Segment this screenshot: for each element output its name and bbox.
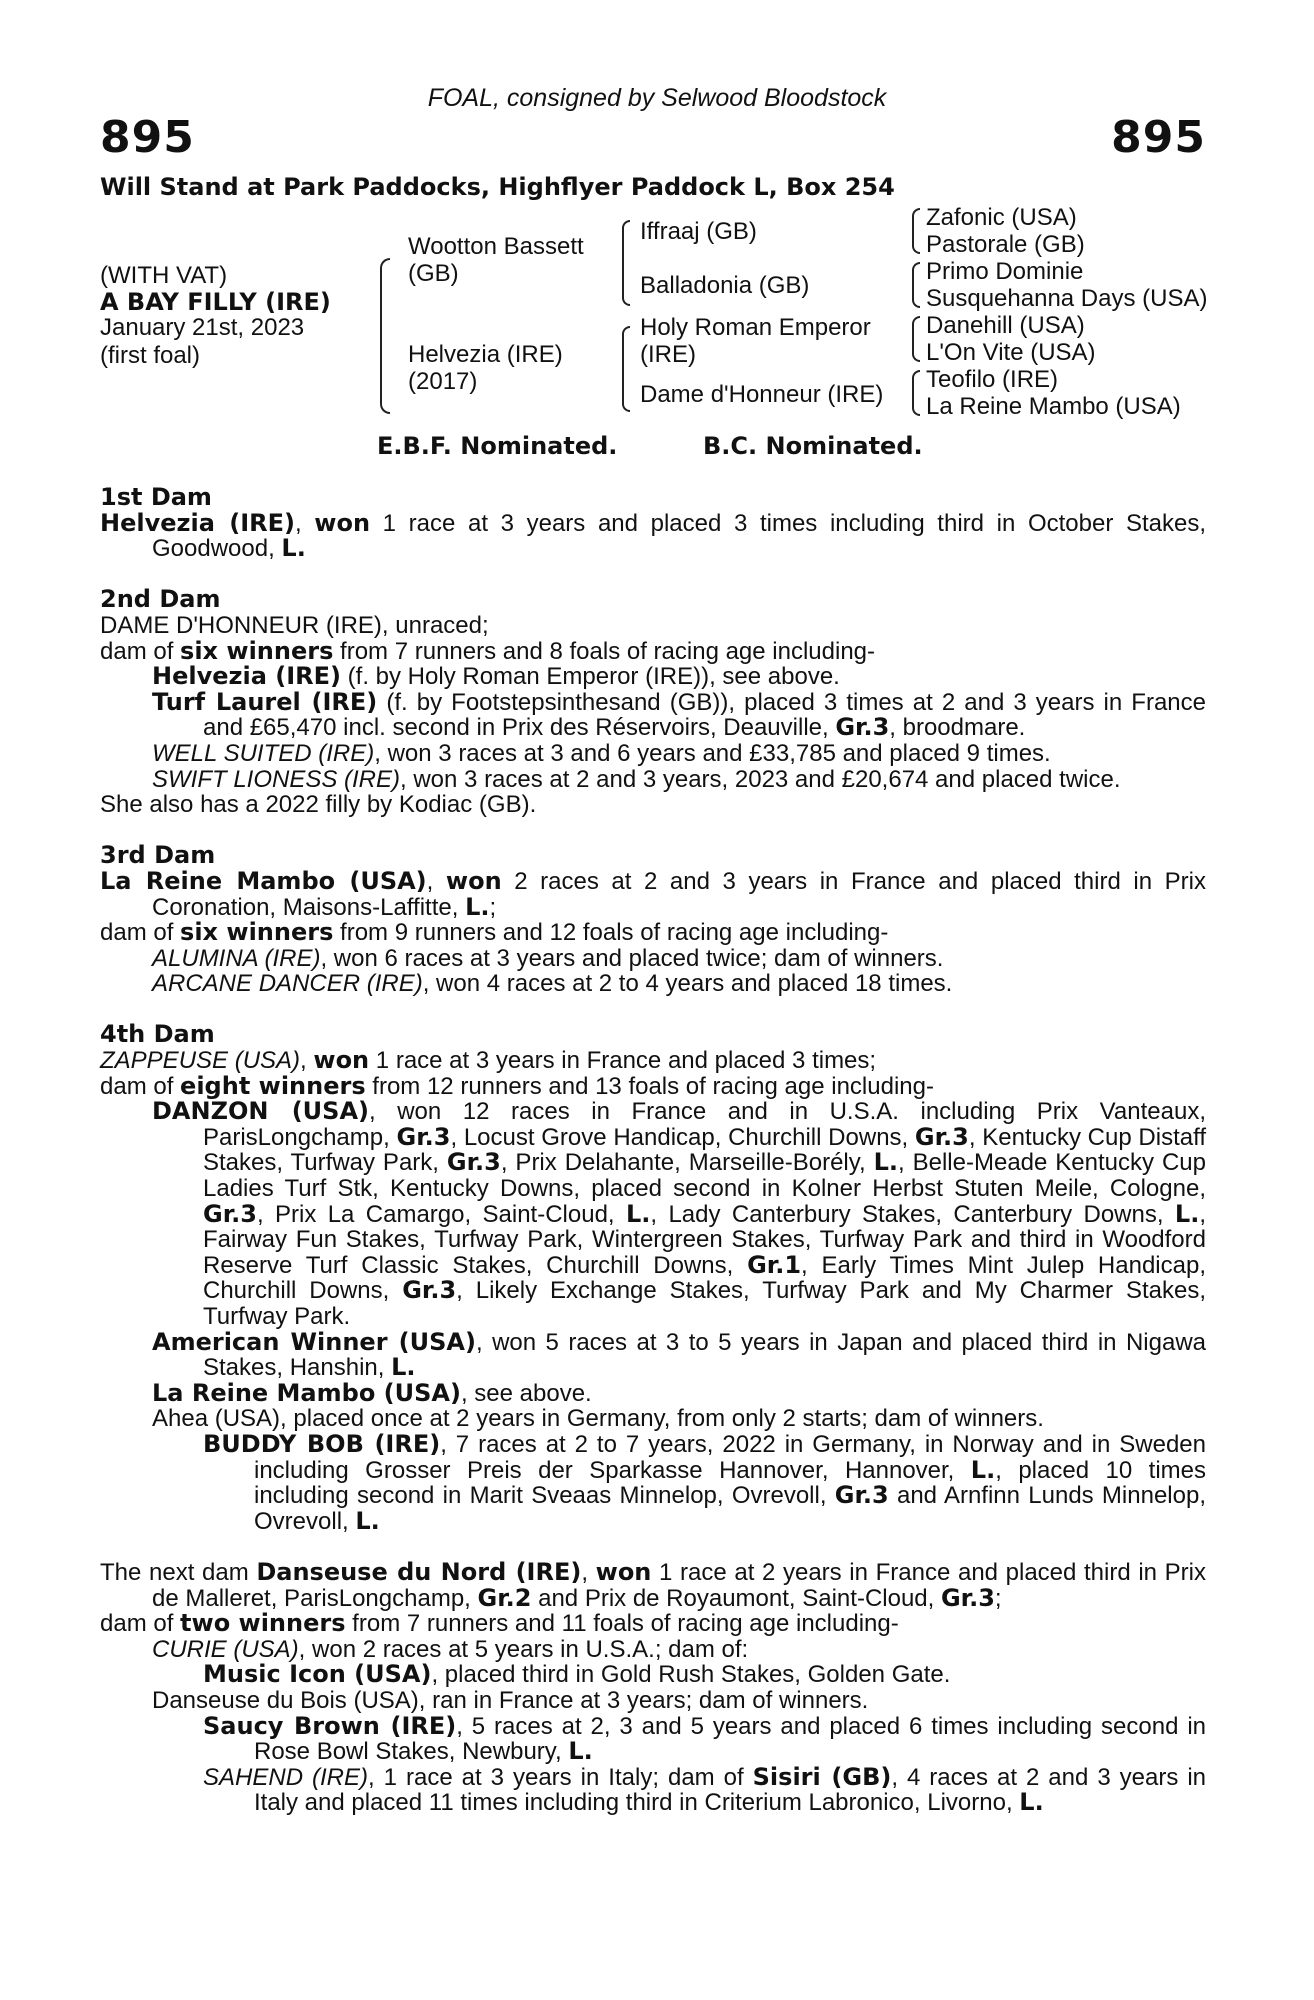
produce-entry: American Winner (USA), won 5 races at 3 to 5 years in Japan and placed third in Nigawa Stakes, Hanshin, L. [152, 1327, 1206, 1382]
produce-entry: La Reine Mambo (USA), see above. [152, 1378, 592, 1407]
sire-name: Wootton Bassett [408, 233, 584, 260]
third-dam-record: La Reine Mambo (USA), won 2 races at 2 and 3 years in France and placed third in Prix Coronation, Maisons-Laffitte, L.; [100, 866, 1206, 921]
first-dam-record: Helvezia (IRE), won 1 race at 3 years and placed 3 times including third in October Stakes, Goodwood, L. [100, 508, 1206, 563]
produce-entry: Danseuse du Bois (USA), ran in France at 3 years; dam of winners. [152, 1686, 869, 1714]
produce-entry: Ahea (USA), placed once at 2 years in Germany, from only 2 starts; dam of winners. [152, 1405, 1044, 1433]
produce-entry: Helvezia (IRE) (f. by Holy Roman Emperor (IRE)), see above. [152, 662, 840, 691]
next-dam-produce: dam of two winners from 7 runners and 11 foals of racing age including- [100, 1609, 899, 1638]
brace-gen3-2 [912, 262, 920, 308]
lot-number-right: 895 [1111, 112, 1206, 163]
sire-dam: Balladonia (GB) [640, 272, 810, 299]
bc-nomination: B.C. Nominated. [703, 432, 923, 460]
dd-sire: Teofilo (IRE) [926, 366, 1059, 393]
dam-year: (2017) [408, 368, 478, 395]
vat-note: (WITH VAT) [100, 262, 228, 289]
ss-sire: Zafonic (USA) [926, 204, 1077, 231]
second-dam-line: DAME D'HONNEUR (IRE), unraced; [100, 611, 489, 639]
brace-gen3-1 [912, 208, 920, 254]
third-dam-heading: 3rd Dam [100, 841, 216, 870]
lot-name: A BAY FILLY (IRE) [100, 288, 331, 316]
fourth-dam-heading: 4th Dam [100, 1020, 215, 1049]
dam-sire-origin: (IRE) [640, 341, 696, 368]
brace-gen3-4 [912, 370, 920, 416]
dam-dam: Dame d'Honneur (IRE) [640, 381, 884, 408]
first-dam-heading: 1st Dam [100, 483, 212, 511]
sire-sire: Iffraaj (GB) [640, 218, 757, 245]
foaling-date: January 21st, 2023 [100, 314, 305, 341]
pedigree-brace-dam [622, 326, 630, 412]
produce-entry: SWIFT LIONESS (IRE), won 3 races at 2 and 3 years, 2023 and £20,674 and placed twice. [152, 765, 1121, 793]
first-dam-name: Helvezia (IRE) [100, 508, 295, 537]
ss-dam: Pastorale (GB) [926, 231, 1085, 258]
produce-entry: SAHEND (IRE), 1 race at 3 years in Italy; dam of Sisiri (GB), 4 races at 2 and 3 years in Italy and placed 11 times including third in Criterium Labronico, Livorno, L. [203, 1762, 1207, 1817]
produce-entry: Saucy Brown (IRE), 5 races at 2, 3 and 5 years and placed 6 times including second in Rose Bowl Stakes, Newbury, L. [203, 1711, 1207, 1766]
sire-origin: (GB) [408, 260, 459, 287]
dd-dam: La Reine Mambo (USA) [926, 393, 1181, 420]
consignor-line: FOAL, consigned by Selwood Bloodstock [427, 84, 887, 112]
produce-entry: Music Icon (USA), placed third in Gold Rush Stakes, Golden Gate. [203, 1660, 951, 1689]
stand-location: Will Stand at Park Paddocks, Highflyer Paddock L, Box 254 [100, 173, 895, 201]
produce-entry: WELL SUITED (IRE), won 3 races at 3 and 6 years and £33,785 and placed 9 times. [152, 739, 1051, 767]
pedigree-brace-main [380, 258, 390, 414]
second-dam-produce: dam of six winners from 7 runners and 8 foals of racing age including- [100, 636, 876, 665]
foal-note: (first foal) [100, 342, 201, 369]
second-dam-heading: 2nd Dam [100, 585, 221, 614]
dam-name: Helvezia (IRE) [408, 341, 563, 368]
produce-entry: BUDDY BOB (IRE), 7 races at 2 to 7 years, 2022 in Germany, in Norway and in Sweden including Grosser Preis der Sparkasse Hannover, Hannover, L., placed 10 times including second in Marit Sveaas Minnelop, Ovrevoll, Gr.3 and Arnfinn Lunds Minnelop, Ovrevoll, L. [203, 1429, 1206, 1535]
ds-sire: Danehill (USA) [926, 312, 1085, 339]
produce-entry: DANZON (USA), won 12 races in France and in U.S.A. including Prix Vanteaux, ParisLongchamp, Gr.3, Locust Grove Handicap, Churchill Downs, Gr.3, Kentucky Cup Distaff Stakes, Turfway Park, Gr.3, Prix Delahante, Marseille-Borély, L., Belle-Meade Kentucky Cup Ladies Turf Stk, Kentucky Downs, placed second in Kolner Herbst Stuten Meile, Cologne, Gr.3, Prix La Camargo, Saint-Cloud, L., Lady Canterbury Stakes, Canterbury Downs, L., Fairway Fun Stakes, Turfway Park, Wintergreen Stakes, Turfway Park and third in Woodford Reserve Turf Classic Stakes, Churchill Downs, Gr.1, Early Times Mint Julep Handicap, Churchill Downs, Gr.3, Likely Exchange Stakes, Turfway Park and My Charmer Stakes, Turfway Park. [152, 1097, 1207, 1330]
lot-number-left: 895 [100, 112, 195, 163]
third-dam-produce: dam of six winners from 9 runners and 12 foals of racing age including- [100, 918, 889, 947]
fourth-dam-record: ZAPPEUSE (USA), won 1 race at 3 years in France and placed 3 times; [100, 1046, 877, 1075]
next-dam-record: The next dam Danseuse du Nord (IRE), won 1 race at 2 years in France and placed third in Prix de Malleret, ParisLongchamp, Gr.2 and Prix de Royaumont, Saint-Cloud, Gr.3; [100, 1557, 1206, 1612]
sd-dam: Susquehanna Days (USA) [926, 285, 1208, 312]
produce-entry: ARCANE DANCER (IRE), won 4 races at 2 to 4 years and placed 18 times. [152, 970, 953, 998]
sd-sire: Primo Dominie [926, 258, 1084, 285]
second-dam-also: She also has a 2022 filly by Kodiac (GB). [100, 791, 537, 819]
pedigree-brace-sire [622, 220, 630, 306]
dam-sire-name: Holy Roman Emperor [640, 314, 871, 341]
produce-entry: Turf Laurel (IRE) (f. by Footstepsinthesand (GB)), placed 3 times at 2 and 3 years in France and £65,470 incl. second in Prix des Réservoirs, Deauville, Gr.3, broodmare. [152, 687, 1207, 742]
produce-entry: CURIE (USA), won 2 races at 5 years in U.S.A.; dam of: [152, 1635, 749, 1663]
brace-gen3-3 [912, 316, 920, 362]
fourth-dam-produce: dam of eight winners from 12 runners and 13 foals of racing age including- [100, 1071, 934, 1100]
ebf-nomination: E.B.F. Nominated. [377, 432, 618, 460]
catalogue-body [100, 485, 1206, 1816]
produce-entry: ALUMINA (IRE), won 6 races at 3 years and placed twice; dam of winners. [152, 944, 944, 972]
ds-dam: L'On Vite (USA) [926, 339, 1096, 366]
